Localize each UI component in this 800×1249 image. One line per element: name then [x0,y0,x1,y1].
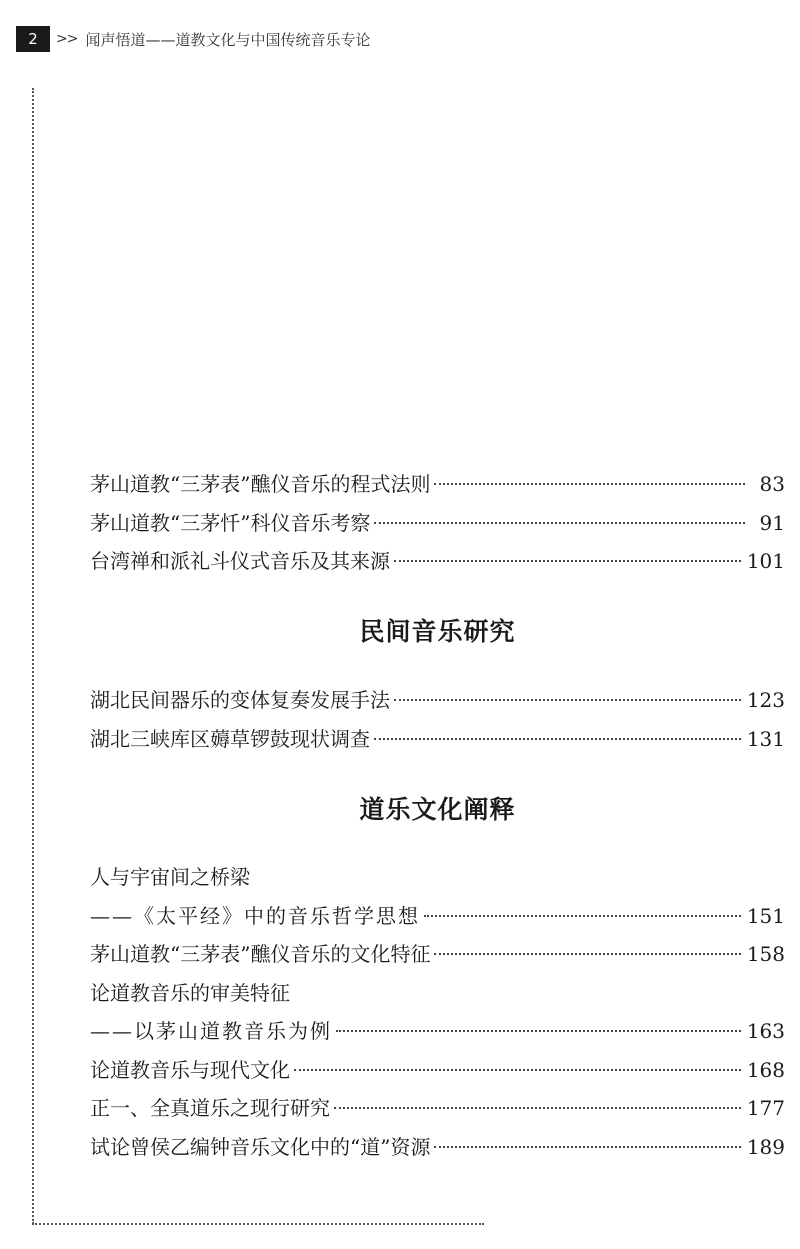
book-title: 闻声悟道——道教文化与中国传统音乐专论 [85,30,371,49]
toc-entry-title: 论道教音乐与现代文化 [90,1058,290,1082]
toc-entry[interactable] [90,1054,785,1084]
leader-dots [434,953,740,955]
toc-entry-page: 123 [746,688,785,712]
toc-entry[interactable] [90,723,785,753]
toc-entry-page: 131 [746,727,785,751]
toc-entry[interactable] [90,545,785,575]
section-heading: 道乐文化阐释 [359,795,516,824]
chevrons-icon: >> [56,31,78,47]
toc-entry-page: 91 [759,511,785,535]
toc-entry[interactable] [90,900,785,930]
toc-entry-subtitle: ——《太平经》中的音乐哲学思想 [90,904,420,928]
leader-dots [336,1030,741,1032]
toc-entry-page: 158 [746,942,785,966]
toc-entry-title-line1[interactable]: 人与宇宙间之桥梁 [90,865,250,889]
toc-entry-page: 101 [746,549,785,573]
toc-entry[interactable] [90,1092,785,1122]
toc-entry-page: 189 [746,1135,785,1159]
leader-dots [394,699,741,701]
toc-entry-page: 163 [746,1019,785,1043]
toc-entry[interactable] [90,1131,785,1161]
running-header [16,26,370,52]
dotted-border-left [32,88,34,1224]
toc-entry[interactable] [90,938,785,968]
section-heading: 民间音乐研究 [359,617,516,646]
toc-entry-title: 湖北三峡库区薅草锣鼓现状调查 [90,727,370,751]
toc-entry[interactable] [90,468,785,498]
toc-entry-page: 151 [746,904,785,928]
toc-entry-subtitle: ——以茅山道教音乐为例 [90,1019,332,1043]
toc-entry-title: 茅山道教“三茅表”醮仪音乐的文化特征 [90,942,431,966]
toc-entry[interactable] [90,1015,785,1045]
toc-entry-title-line1[interactable]: 论道教音乐的审美特征 [90,981,290,1005]
toc-entry-page: 83 [759,472,785,496]
toc-entry-title: 正一、全真道乐之现行研究 [90,1096,330,1120]
toc-entry-page: 177 [746,1096,785,1120]
dotted-border-bottom [32,1223,484,1225]
toc-entry-page: 168 [746,1058,785,1082]
toc-entry-title: 台湾禅和派礼斗仪式音乐及其来源 [90,549,390,573]
toc-entry[interactable] [90,507,785,537]
leader-dots [434,483,745,485]
leader-dots [374,522,745,524]
leader-dots [374,738,741,740]
leader-dots [424,915,741,917]
leader-dots [394,560,741,562]
leader-dots [434,1146,740,1148]
toc-entry-title: 茅山道教“三茅忏”科仪音乐考察 [90,511,371,535]
toc-entry-title: 试论曾侯乙编钟音乐文化中的“道”资源 [90,1135,431,1159]
leader-dots [294,1069,741,1071]
toc-entry-title: 茅山道教“三茅表”醮仪音乐的程式法则 [90,472,431,496]
toc-entry-title: 湖北民间器乐的变体复奏发展手法 [90,688,390,712]
leader-dots [334,1107,741,1109]
toc-entry[interactable] [90,684,785,714]
page-number: 2 [16,26,50,52]
